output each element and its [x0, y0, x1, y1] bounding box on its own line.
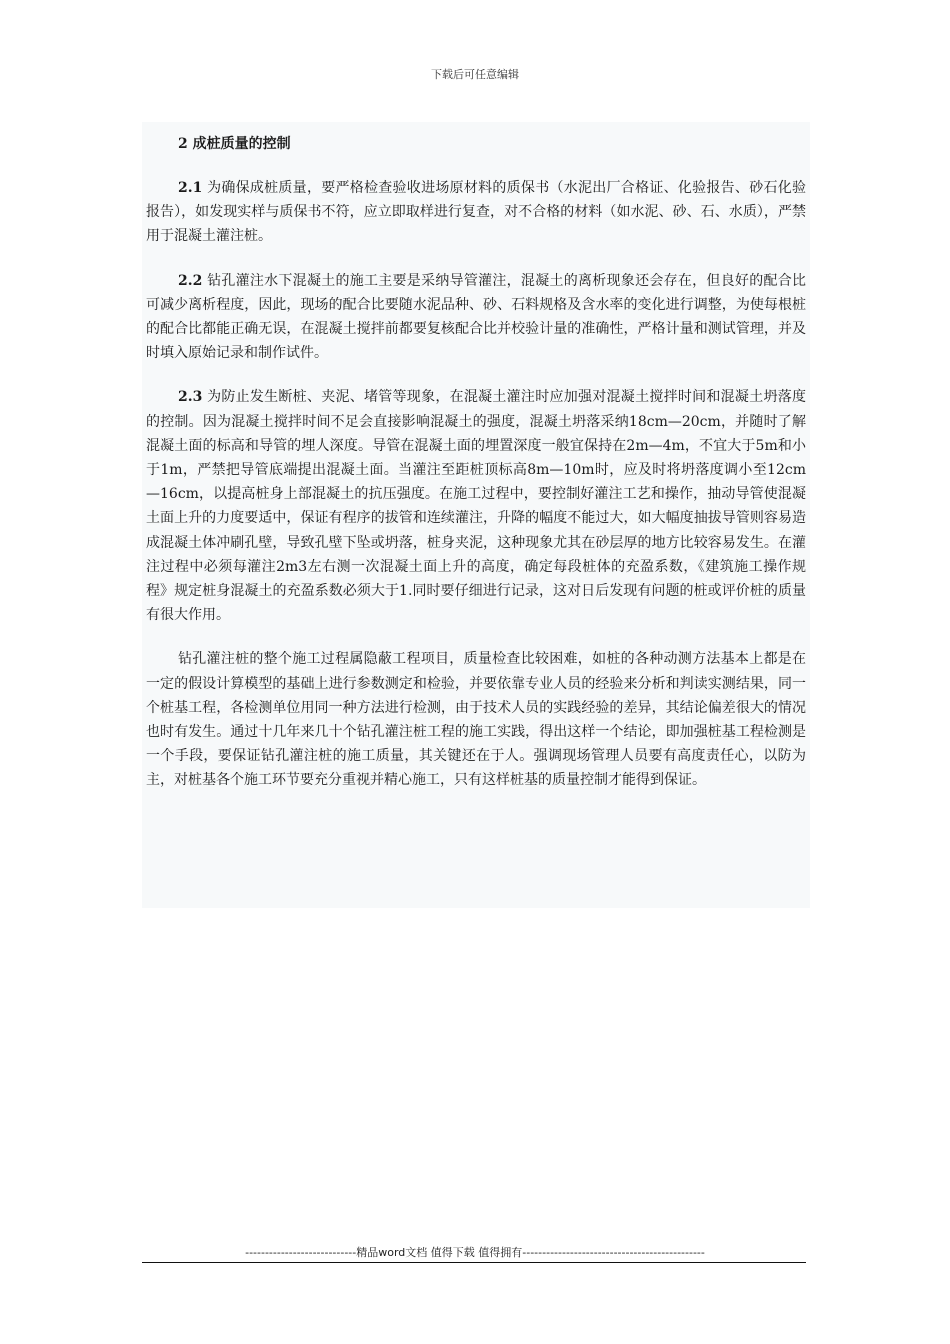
paragraph-text: 为确保成桩质量，要严格检查验收进场原材料的质保书（水泥出厂合格证、化验报告、砂石化验报告），如发现实样与质保书不符，应立即取样进行复查，对不合格的材料（如水泥、砂、石、水质），严禁用于混凝土灌注桩。: [146, 180, 806, 245]
page-footer: ----------------------------精品word文档 值得下载 值得拥有----------------------------------------------: [245, 1246, 705, 1259]
paragraph-text: 钻孔灌注水下混凝土的施工主要是采纳导管灌注，混凝土的离析现象还会存在，但良好的配合比可减少离析程度，因此，现场的配合比要随水泥品种、砂、石料规格及含水率的变化进行调整，为使每根桩的配合比都能正确无误，在混凝土搅拌前都要复核配合比并校验计量的准确性，严格计量和测试管理，并及时填入原始记录和制作试件。: [146, 272, 806, 362]
paragraph-conclusion: [146, 647, 806, 792]
paragraph-number: 2.1: [178, 180, 203, 196]
paragraph-number: 2.2: [178, 272, 203, 289]
paragraph-text: 钻孔灌注桩的整个施工过程属隐蔽工程项目，质量检查比较困难，如桩的各种动测方法基本上都是在一定的假设计算模型的基础上进行参数测定和检验，并要依靠专业人员的经验来分析和判读实测结果，同一个桩基工程，各检测单位用同一种方法进行检测，由于技术人员的实践经验的差异，其结论偏差很大的情况也时有发生。通过十几年来几十个钻孔灌注桩工程的施工实践，得出这样一个结论，即加强桩基工程检测是一个手段，要保证钻孔灌注桩的施工质量，其关键还在于人。强调现场管理人员要有高度责任心，以防为主，对桩基各个施工环节要充分重视并精心施工，只有这样桩基的质量控制才能得到保证。: [146, 651, 806, 789]
footer-divider: [142, 1262, 806, 1263]
page-header: 下载后可任意编辑: [431, 68, 519, 81]
document-body: [142, 122, 810, 908]
paragraph-2-2: [146, 269, 806, 366]
section-title: 2 成桩质量的控制: [178, 136, 291, 152]
paragraph-number: 2.3: [178, 389, 203, 406]
paragraph-2-1: [146, 176, 806, 249]
paragraph-text: 为防止发生断桩、夹泥、堵管等现象，在混凝土灌注时应加强对混凝土搅拌时间和混凝土坍落度的控制。因为混凝土搅拌时间不足会直接影响混凝土的强度，混凝土坍落采纳18cm—20cm，并随时了解混凝土面的标高和导管的埋人深度。导管在混凝土面的埋置深度一般宜保持在2m—4m，不宜大于5m和小于1m，严禁把导管底端提出混凝土面。当灌注至距桩顶标高8m—10m时，应及时将坍落度调小至12cm—16cm，以提高桩身上部混凝土的抗压强度。在施工过程中，要控制好灌注工艺和操作，抽动导管使混凝土面上升的力度要适中，保证有程序的拔管和连续灌注，升降的幅度不能过大，如大幅度抽拔导管则容易造成混凝土体冲刷孔壁，导致孔壁下坠或坍落，桩身夹泥，这种现象尤其在砂层厚的地方比较容易发生。在灌注过程中必须每灌注2m3左右测一次混凝土面上升的高度，确定每段桩体的充盈系数，《建筑施工操作规程》规定桩身混凝土的充盈系数必须大于1.同时要仔细进行记录，这对日后发现有问题的桩或评价桩的质量有很大作用。: [146, 389, 806, 624]
paragraph-2-3: [146, 385, 806, 627]
